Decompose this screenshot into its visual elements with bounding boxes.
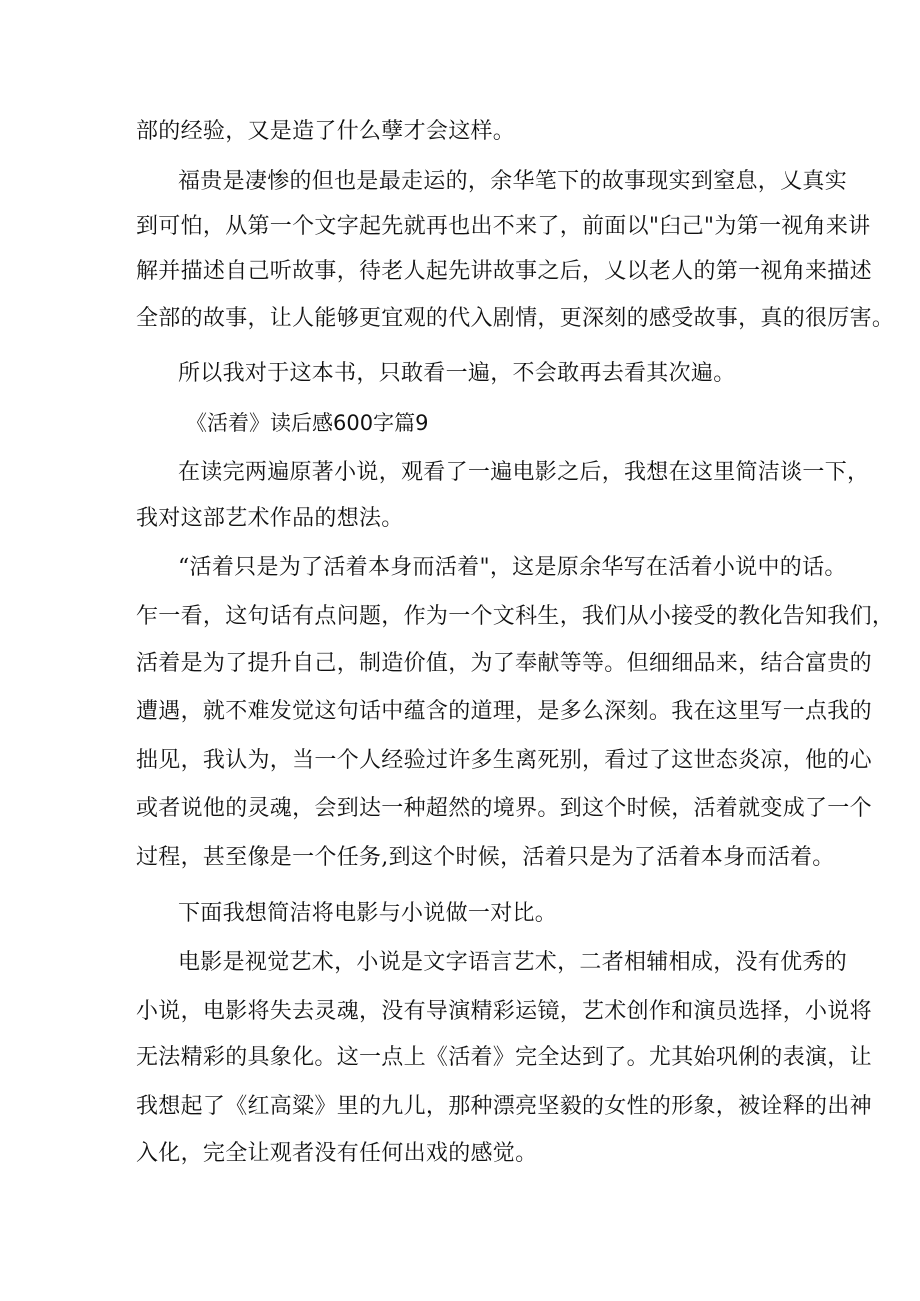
paragraph-line: 乍一看，这句话有点问题，作为一个文科生，我们从小接受的教化告知我们， xyxy=(136,604,895,629)
paragraph-line: 拙见，我认为，当一个人经验过许多生离死别，看过了这世态炎凉，他的心 xyxy=(136,748,872,773)
paragraph-line: 下面我想简洁将电影与小说做一对比。 xyxy=(178,901,558,926)
paragraph-line: 过程，甚至像是一个任务,到这个时候，活着只是为了活着本身而活着。 xyxy=(136,845,835,870)
paragraph-line: 到可怕，从第一个文字起先就再也出不来了，前面以"臼己"为第一视角来讲 xyxy=(136,214,871,239)
paragraph-line: 入化，完全让观者没有任何出戏的感觉。 xyxy=(136,1141,538,1166)
paragraph-line: 我对这部艺术作品的想法。 xyxy=(136,506,404,531)
paragraph-line: 解并描述自己听故事，待老人起先讲故事之后，乂以老人的第一视角来描述 xyxy=(136,259,872,284)
paragraph-line: 电影是视觉艺术，小说是文字语言艺术，二者相辅相成，没有优秀的 xyxy=(178,950,848,975)
paragraph-line: 部的经验，又是造了什么孽才会这样。 xyxy=(136,119,516,144)
paragraph-line: 小说，电影将失去灵魂，没有导演精彩运镜，艺术创作和演员选择，小说将 xyxy=(136,999,872,1024)
paragraph-line: “活着只是为了活着本身而活着"，这是原余华写在活着小说中的话。 xyxy=(178,555,847,580)
paragraph-line: 福贵是凄惨的但也是最走运的，余华笔下的故事现实到窒息，乂真实 xyxy=(178,169,848,194)
section-heading: 《活着》读后感600字篇9 xyxy=(186,411,429,435)
paragraph-line: 所以我对于这本书，只敢看一遍，不会敢再去看其次遍。 xyxy=(178,361,736,386)
paragraph-line: 遭遇，就不难发觉这句话中蕴含的道理，是多么深刻。我在这里写一点我的 xyxy=(136,699,872,724)
paragraph-line: 在读完两遍原著小说，观看了一遍电影之后，我想在这里简洁谈一下， xyxy=(178,460,870,485)
paragraph-line: 全部的故事，让人能够更宜观的代入剧情，更深刻的感受故事，真的很厉害。 xyxy=(136,306,895,331)
paragraph-line: 或者说他的灵魂，会到达一种超然的境界。到这个时候，活着就变成了一个 xyxy=(136,796,872,821)
paragraph-line: 我想起了《红高粱》里的九儿，那种漂亮坚毅的女性的形象，被诠释的出神 xyxy=(136,1094,872,1119)
paragraph-line: 无法精彩的具象化。这一点上《活着》完全达到了。尤其始巩俐的表演，让 xyxy=(136,1045,872,1070)
paragraph-line: 活着是为了提升自己，制造价值，为了奉献等等。但细细品来，结合富贵的 xyxy=(136,651,872,676)
